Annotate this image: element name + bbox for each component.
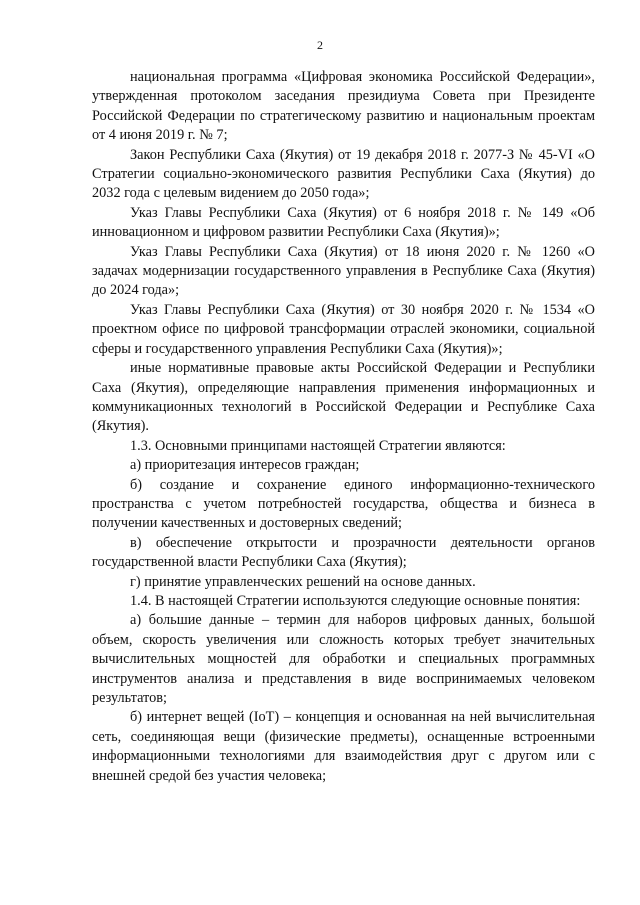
paragraph-principle-a: а) приоритезация интересов граждан; bbox=[130, 457, 360, 474]
paragraph-other-acts: иные нормативные правовые акты Российской Федерации и Республики Саха (Якутия), определяющие направления применения информационных и коммуникационных технологий в Российской Федерации и Республике Саха (Якутия). bbox=[92, 360, 595, 435]
paragraph-principle-g: г) принятие управленческих решений на основе данных. bbox=[130, 573, 476, 590]
paragraph-decree-1534: Указ Главы Республики Саха (Якутия) от 30 ноября 2020 г. № 1534 «О проектном офисе по цифровой трансформации отраслей экономики, социальной сферы и государственного управления Республики Саха (Якутия)»; bbox=[92, 301, 595, 357]
paragraph-decree-149: Указ Главы Республики Саха (Якутия) от 6 ноября 2018 г. № 149 «Об инновационном и цифровом развитии Республики Саха (Якутия)»; bbox=[92, 204, 595, 241]
document-body bbox=[92, 68, 595, 786]
paragraph-term-big-data: а) большие данные – термин для наборов цифровых данных, большой объем, скорость увеличения или сложность которых требует значительных вычислительных мощностей для обработки и специальных программных инструментов анализа и представления в виде воспринимаемых человеком результатов; bbox=[92, 612, 595, 706]
paragraph-law-2077: Закон Республики Саха (Якутия) от 19 декабря 2018 г. 2077-З № 45-VI «О Стратегии социально-экономического развития Республики Саха (Якутия) до 2032 года с целевым видением до 2050 года»; bbox=[92, 146, 595, 202]
paragraph-principle-v: в) обеспечение открытости и прозрачности деятельности органов государственной власти Республики Саха (Якутия); bbox=[92, 534, 595, 571]
paragraph-section-1-4: 1.4. В настоящей Стратегии используются следующие основные понятия: bbox=[130, 592, 581, 609]
page-number: 2 bbox=[317, 38, 323, 52]
paragraph-decree-1260: Указ Главы Республики Саха (Якутия) от 18 июня 2020 г. № 1260 «О задачах модернизации государственного управления в Республике Саха (Якутия) до 2024 года»; bbox=[92, 243, 595, 299]
paragraph-principle-b: б) создание и сохранение единого информационно-технического пространства с учетом потребностей государства, общества и бизнеса в получении качественных и достоверных сведений; bbox=[92, 476, 595, 532]
paragraph-section-1-3: 1.3. Основными принципами настоящей Стратегии являются: bbox=[130, 437, 506, 454]
paragraph-term-iot: б) интернет вещей (IoT) – концепция и основанная на ней вычислительная сеть, соединяющая вещи (физические предметы), оснащенные встроенными информационными технологиями для взаимодействия друг с другом или с внешней средой без участия человека; bbox=[92, 709, 595, 784]
paragraph-national-program: национальная программа «Цифровая экономика Российской Федерации», утвержденная протоколом заседания президиума Совета при Президенте Российской Федерации по стратегическому развитию и национальным проектам от 4 июня 2019 г. № 7; bbox=[92, 69, 595, 144]
